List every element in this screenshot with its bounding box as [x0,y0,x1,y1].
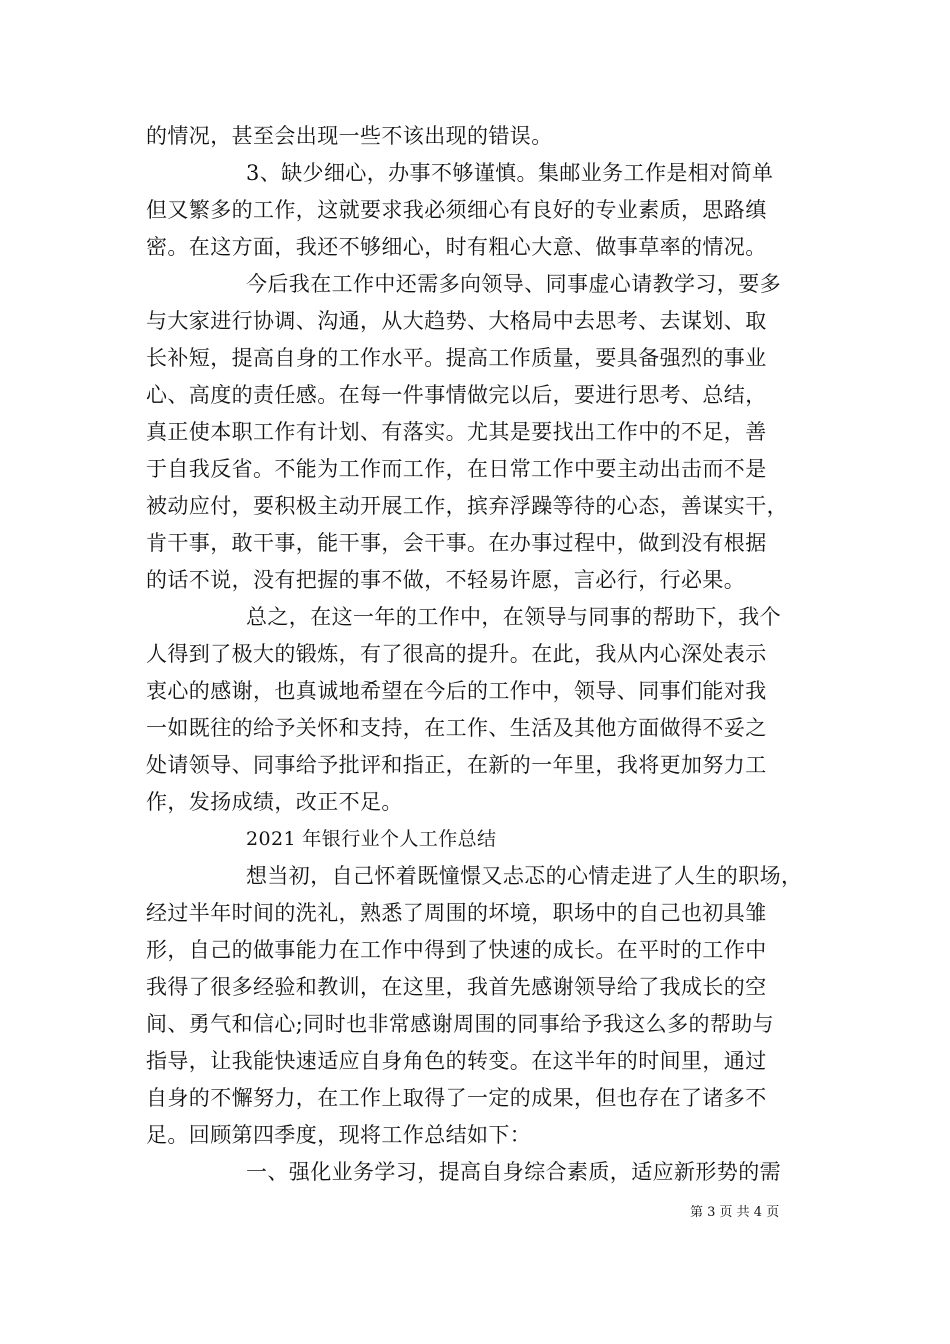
text-line: 但又繁多的工作，这就要求我必须细心有良好的专业素质，思路缜 [146,198,767,222]
text-line: 经过半年时间的洗礼，熟悉了周围的坏境，职场中的自己也初具雏 [146,901,767,925]
text-line: 足。回顾第四季度，现将工作总结如下： [146,1123,532,1147]
text-line: 一如既往的给予关怀和支持，在工作、生活及其他方面做得不妥之 [146,716,767,740]
text-line: 总之，在这一年的工作中，在领导与同事的帮助下，我个 [246,605,781,629]
text-line: 肯干事，敢干事，能干事，会干事。在办事过程中，做到没有根据 [146,531,767,555]
text-line: 与大家进行协调、沟通，从大趋势、大格局中去思考、去谋划、取 [146,309,767,333]
text-line: 今后我在工作中还需多向领导、同事虚心请教学习，要多 [246,272,781,296]
page-number-footer: 第 3 页 共 4 页 [690,1205,780,1220]
text-line: 作，发扬成绩，改正不足。 [146,790,403,814]
text-line: 被动应付，要积极主动开展工作，摈弃浮躁等待的心态，善谋实干， [146,494,788,518]
text-line: 自身的不懈努力，在工作上取得了一定的成果，但也存在了诸多不 [146,1086,767,1110]
text-line: 3、缺少细心，办事不够谨慎。集邮业务工作是相对简单 [246,161,774,185]
text-line: 心、高度的责任感。在每一件事情做完以后，要进行思考、总结， [146,383,767,407]
text-line: 一、强化业务学习，提高自身综合素质，适应新形势的需 [246,1160,781,1184]
text-line: 间、勇气和信心;同时也非常感谢周围的同事给予我这么多的帮助与 [146,1012,775,1036]
text-line: 我得了很多经验和教训，在这里，我首先感谢领导给了我成长的空 [146,975,767,999]
text-line: 的话不说，没有把握的事不做，不轻易许愿，言必行，行必果。 [146,568,746,592]
section-heading: 2021 年银行业个人工作总结 [246,828,497,850]
text-line: 的情况，甚至会出现一些不该出现的错误。 [146,124,553,148]
text-line: 形，自己的做事能力在工作中得到了快速的成长。在平时的工作中 [146,938,767,962]
text-line: 想当初，自己怀着既憧憬又忐忑的心情走进了人生的职场， [246,864,803,888]
text-line: 人得到了极大的锻炼，有了很高的提升。在此，我从内心深处表示 [146,642,767,666]
text-line: 处请领导、同事给予批评和指正，在新的一年里，我将更加努力工 [146,753,767,777]
text-line: 衷心的感谢，也真诚地希望在今后的工作中，领导、同事们能对我 [146,679,767,703]
text-line: 于自我反省。不能为工作而工作，在日常工作中要主动出击而不是 [146,457,767,481]
text-line: 指导，让我能快速适应自身角色的转变。在这半年的时间里，通过 [146,1049,767,1073]
text-line: 密。在这方面，我还不够细心，时有粗心大意、做事草率的情况。 [146,235,767,259]
text-line: 真正使本职工作有计划、有落实。尤其是要找出工作中的不足，善 [146,420,767,444]
text-line: 长补短，提高自身的工作水平。提高工作质量，要具备强烈的事业 [146,346,767,370]
